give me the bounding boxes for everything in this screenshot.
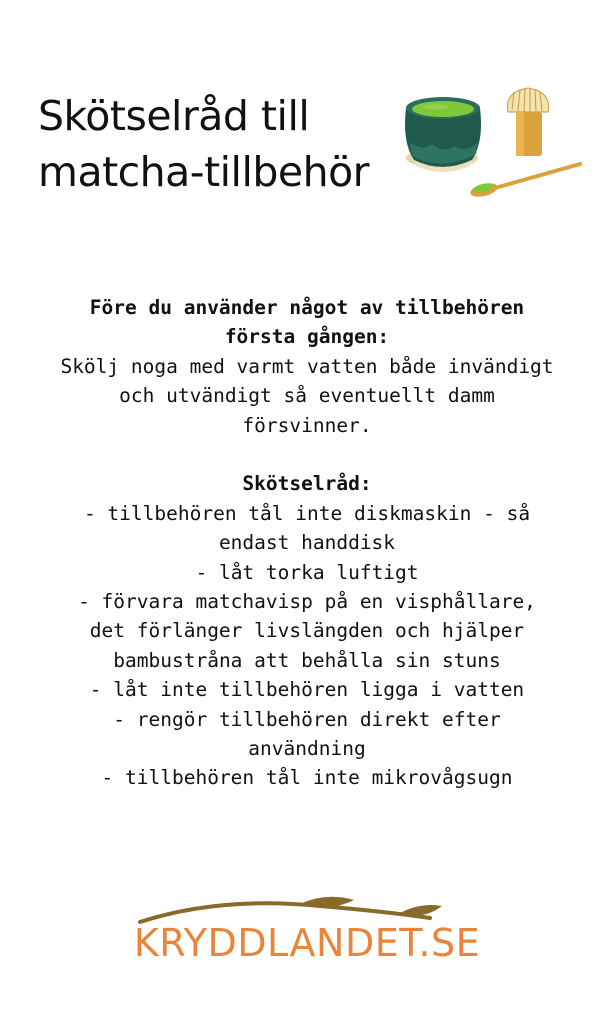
care-line: användning: [248, 737, 366, 761]
bamboo-whisk-icon: [507, 88, 548, 156]
care-instructions: [10, 293, 604, 793]
care-line: - förvara matchavisp på en visphållare,: [78, 590, 536, 614]
care-line: bambustråna att behålla sin stuns: [113, 648, 501, 672]
intro-line: och utvändigt så eventuellt damm: [119, 384, 495, 408]
care-line: endast handdisk: [218, 531, 396, 555]
matcha-bowl-icon: [405, 97, 481, 172]
intro-heading-line-1: Före du använder något av tillbehören: [89, 296, 525, 319]
care-line: det förlänger livslängden och hjälper: [89, 619, 525, 643]
bamboo-spoon-icon: [469, 164, 580, 199]
intro-line: försvinner.: [242, 413, 372, 437]
care-line: - tillbehören tål inte mikrovågsugn: [101, 766, 513, 790]
intro-line: Skölj noga med varmt vatten både invändigt: [60, 354, 554, 378]
page-title: [38, 88, 398, 200]
title-line-1: Skötselråd till: [38, 92, 310, 140]
care-line: - rengör tillbehören direkt efter: [113, 707, 501, 731]
care-heading: Skötselråd:: [242, 472, 372, 496]
care-line: - låt inte tillbehören ligga i vatten: [89, 678, 525, 702]
paragraph-gap: [10, 440, 604, 469]
logo-text: KRYDDLANDET.SE: [133, 921, 481, 965]
matcha-bowl-whisk-spoon-icon: [392, 82, 592, 202]
title-line-2: matcha-tillbehör: [38, 148, 370, 196]
care-line: - tillbehören tål inte diskmaskin - så: [83, 501, 531, 525]
care-line: - låt torka luftigt: [195, 560, 419, 584]
intro-heading-line-2: första gången:: [224, 325, 390, 349]
